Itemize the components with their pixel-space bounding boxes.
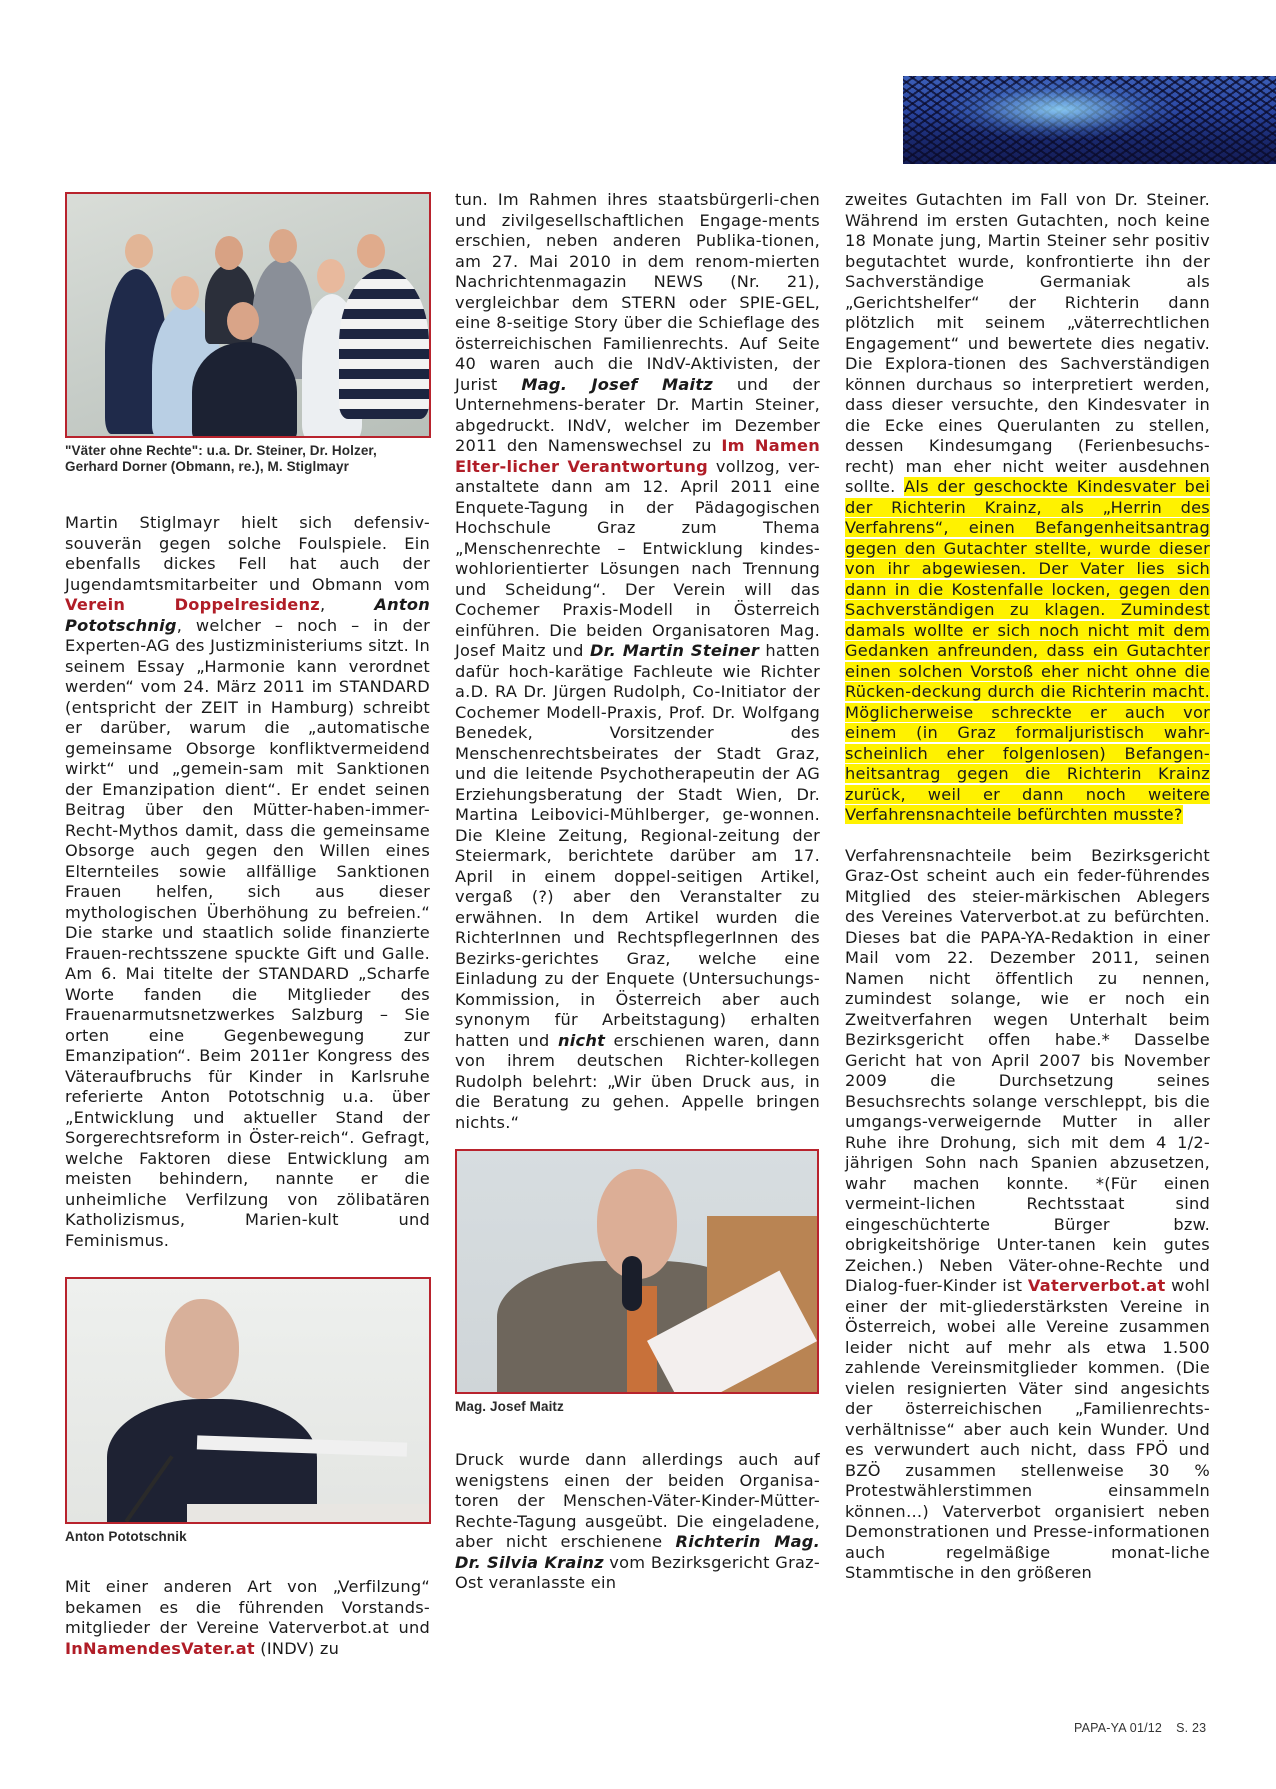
person-name: Dr. Martin Steiner xyxy=(589,641,760,660)
paragraph: Verfahrensnachteile beim Bezirksgericht Graz-Ost scheint auch ein feder-führendes Mitglied des steier-märkischen Ablegers des Vereines Vaterverbot.at zu befürchten. Dieses bat die PAPA-YA-Redaktion in einer Mail vom 22. Dezember 2011, seinen Namen nicht öffentlich zu nennen, zumindest solange, wie er noch ein Zweitverfahren wegen Unterhalt beim Bezirksgericht offen habe.* Dasselbe Gericht hat von April 2007 bis November 2009 die Durchsetzung seines Besuchsrechts solange verschleppt, bis die umgangs-verweigernde Mutter in aller Ruhe ihre Drohung, sich mit dem 4 1/2-jährigen Sohn nach Spanien abzusetzen, wahr machen konnte. *(Für einen vermeint-lichen Rechtsstaat sind eingeschüchterte Bürger bzw. obrigkeitshörige Unter-tanen kein gutes Zeichen.) Neben Väter-ohne-Rechte und Dialog-fuer-Kinder ist Vaterverbot.at wohl einer der mit-gliederstärksten Vereine in Österreich, wobei alle Vereine zusammen leider nicht auf mehr als etwa 1.500 zahlende Vereinsmitglieder kommen. (Die vielen resignierten Väter sind angesichts der österreichischen „Familienrechts-verhältnisse“ aber auch kein Wunder. Und es verwundert auch nicht, dass FPÖ und BZÖ zusammen stellenweise 30 % Protestwählerstimmen einsammeln können…) Vaterverbot organisiert neben Demonstrationen und Presse-informationen auch regelmäßige monat-liche Stammtische in den größeren xyxy=(845,845,1210,1582)
paragraph: Druck wurde dann allerdings auch auf wenigstens einen der beiden Organisa-toren der Menschen-Väter-Kinder-Mütter-Rechte-Tagung ausgeübt. Die eingeladene, aber nicht erschienene Richterin Mag. Dr. Silvia Krainz vom Bezirksgericht Graz-Ost veranlasste ein xyxy=(455,1450,820,1592)
maitz-photo-caption: Mag. Josef Maitz xyxy=(455,1399,564,1414)
publication-issue: PAPA-YA 01/12 xyxy=(1074,1721,1163,1735)
page-footer xyxy=(1074,1721,1206,1735)
highlighted-passage: Als der geschockte Kindesvater bei der Richterin Krainz, als „Herrin des Verfahrens“, einen Befangenheitsantrag gegen den Gutachter stellte, wurde dieser von ihr abgewiesen. Der Vater lies sich dann in die Kostenfalle locken, gegen den Sachverständigen zu klagen. Zumindest damals wollte er sich noch nicht mit dem Gedanken anfreunden, dass ein Gutachter einen solchen Vorstoß eher nicht ohne die Rücken-deckung durch die Richterin macht. Möglicherweise schreckte er auch vor einem (in Graz formaljuristisch wahr-scheinlich eher folgenlosen) Befangen-heitsantrag gegen die Richterin Krainz zurück, weil er dann noch weitere Verfahrensnachteile befürchten musste? xyxy=(845,477,1210,824)
group-photo xyxy=(65,192,431,438)
paragraph: Martin Stiglmayr hielt sich defensiv-souverän gegen solche Foulspiele. Ein ebenfalls dickes Fell hat auch der Jugendamtsmitarbeiter und Obmann vom Verein Doppelresidenz, Anton Pototschnig, welcher – noch – in der Experten-AG des Justizministeriums sitzt. In seinem Essay „Harmonie kann verordnet werden“ vom 24. März 2011 im STANDARD (entspricht der ZEIT in Hamburg) schreibt er darüber, warum die „automatische gemeinsame Obsorge konfliktvermeidend wirkt“ und „gemein-sam mit Sanktionen der Emanzipation dient“. Er endet seinen Beitrag über den Mütter-haben-immer-Recht-Mythos damit, dass die gemeinsame Obsorge auch gegen den Willen eines Elternteiles sowie allfällige Sanktionen Frauen helfen, sich aus dieser mythologischen Überhöhung zu befreien.“ Die starke und staatlich solide finanzierte Frauen-rechtsszene spuckte Gift und Galle. Am 6. Mai titelte der STANDARD „Scharfe Worte fanden die Mitglieder des Frauenarmutsnetzwerkes Salzburg – Sie orten eine Gegenbewegung zur Emanzipation“. Beim 2011er Kongress des Väteraufbruchs für Kinder in Karlsruhe referierte Anton Pototschnig u.a. über „Entwicklung und aktueller Stand der Sorgerechtsreform in Öster-reich“. Gefragt, welche Faktoren diese Entwicklung am meisten behindern, nannte er die unheimliche Verfilzung von zölibatären Katholizismus, Marien-kult und Feminismus. xyxy=(65,513,430,1250)
link-innamendesvater[interactable]: InNamendesVater.at xyxy=(65,1638,255,1658)
paragraph: tun. Im Rahmen ihres staatsbürgerli-chen und zivilgesellschaftlichen Engage-ments erschien, neben anderen Publika-tionen, am 27. Mai 2010 in dem renom-mierten Nachrichtenmagazin NEWS (Nr. 21), vergleichbar dem STERN oder SPIE-GEL, eine 8-seitige Story über die Schieflage des österreichischen Familienrechts. Auf Seite 40 waren auch die INdV-Aktivisten, der Jurist Mag. Josef Maitz und der Unternehmens-berater Dr. Martin Steiner, abgedruckt. INdV, welcher im Dezember 2011 den Namenswechsel zu Im Namen Elter-licher Verantwortung vollzog, ver-anstaltete dann am 12. April 2011 eine Enquete-Tagung in der Pädagogischen Hochschule Graz zum Thema „Menschenrechte – Entwicklung kindes-wohlorientierter Lösungen nach Trennung und Scheidung“. Der Verein will das Cochemer Praxis-Modell in Österreich einführen. Die beiden Organisatoren Mag. Josef Maitz und Dr. Martin Steiner hatten dafür hoch-karätige Fachleute wie Richter a.D. RA Dr. Jürgen Rudolph, Co-Initiator der Cochemer Modell-Praxis, Prof. Dr. Wolfgang Benedek, Vorsitzender des Menschenrechtsbeirates der Stadt Graz, und die leitende Psychotherapeutin der AG Erziehungsberatung der Stadt Wien, Dr. Martina Leibovici-Mühlberger, ge-wonnen. Die Kleine Zeitung, Regional-zeitung der Steiermark, berichtete darüber am 17. April in einem doppel-seitigen Artikel, vergaß (?) aber den Veranstalter zu erwähnen. In dem Artikel wurden die RichterInnen und RechtspflegerInnen des Bezirks-gerichtes Graz, welche eine Einladung zu der Enquete (Untersuchungs-Kommission, in Österreich aber auch synonym für Arbeitstagung) erhalten hatten und nicht erschienen waren, dann von ihrem deutschen Richter-kollegen Rudolph belehrt: „Wir üben Druck aus, in die Beratung zu gehen. Appelle bringen nichts.“ xyxy=(455,190,821,1132)
link-verein-doppelresidenz[interactable]: Verein Doppelresidenz xyxy=(65,595,320,614)
person-name: Anton Pototschnig xyxy=(65,595,430,635)
pototschnik-photo-caption: Anton Pototschnik xyxy=(65,1529,187,1544)
group-photo-caption: "Väter ohne Rechte": u.a. Dr. Steiner, Dr. Holzer, Gerhard Dorner (Obmann, re.), M. Stiglmayr xyxy=(65,443,377,474)
article-column-middle xyxy=(455,190,820,1594)
article-column-right xyxy=(845,190,1210,1584)
pototschnik-photo xyxy=(65,1277,431,1524)
header-banner-image xyxy=(903,76,1276,164)
article-column-left xyxy=(65,192,430,1659)
person-name: Mag. Josef Maitz xyxy=(521,374,713,394)
maitz-photo xyxy=(455,1149,819,1394)
page-number: S. 23 xyxy=(1176,1721,1207,1735)
paragraph: Mit einer anderen Art von „Verfilzung“ bekamen es die führenden Vorstands-mitglieder der Vereine Vaterverbot.at und InNamendesVater.at (INDV) zu xyxy=(65,1577,430,1658)
emphasis: nicht xyxy=(557,1030,606,1050)
link-vaterverbot[interactable]: Vaterverbot.at xyxy=(1027,1276,1166,1295)
person-name: Richterin Mag. Dr. Silvia Krainz xyxy=(455,1532,820,1572)
link-im-namen-elterlicher-verantwortung[interactable]: Im Namen Elter-licher Verantwortung xyxy=(455,436,820,476)
paragraph: zweites Gutachten im Fall von Dr. Steiner. Während im ersten Gutachten, noch keine 18 Monate jung, Martin Steiner sehr positiv begutachtet wurde, konfrontierte ihn der Sachverständige Germaniak als „Gerichtshelfer“ der Richterin dann plötzlich mit seinem „väterrechtlichen Engagement“ und bewertete dies negativ. Die Explora-tionen des Sachverständigen können durchaus so interpretiert werden, dass dieser versuchte, den Kindesvater in die Ecke eines Querulanten zu stellen, dessen Kindesumgang (Ferienbesuchs-recht) man eher nicht weiter ausdehnen sollte. Als der geschockte Kindesvater bei der Richterin Krainz, als „Herrin des Verfahrens“, einen Befangenheitsantrag gegen den Gutachter stellte, wurde dieser von ihr abgewiesen. Der Vater lies sich dann in die Kostenfalle locken, gegen den Sachverständigen zu klagen. Zumindest damals wollte er sich noch nicht mit dem Gedanken anfreunden, dass ein Gutachter einen solchen Vorstoß eher nicht ohne die Rücken-deckung durch die Richterin macht. Möglicherweise schreckte er auch vor einem (in Graz formaljuristisch wahr-scheinlich eher folgenlosen) Befangen-heitsantrag gegen die Richterin Krainz zurück, weil er dann noch weitere Verfahrensnachteile befürchten musste? xyxy=(845,190,1210,824)
